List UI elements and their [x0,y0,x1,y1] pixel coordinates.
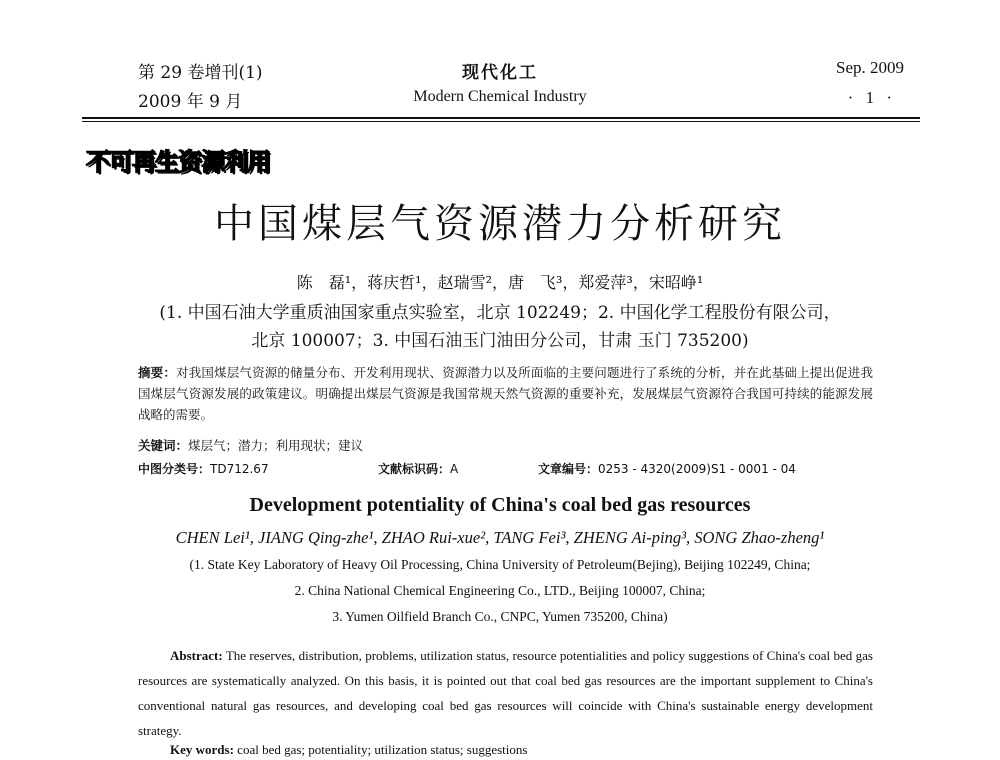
abstract-cn-label: 摘要： [138,365,177,380]
article-number [538,460,796,477]
keywords-en-label: Key words: [170,742,234,757]
affiliation-en-line-2: 2. China National Chemical Engineering Co., LTD., Beijing 100007, China; [294,583,706,598]
journal-name-cn: 现代化工 [462,63,538,83]
paper-title-cn: 中国煤层气资源潜力分析研究 [214,201,786,247]
keywords-cn [138,436,363,454]
abstract-cn-text: 对我国煤层气资源的储量分布、开发利用现状、资源潜力以及所面临的主要问题进行了系统的分析，并在此基础上提出促进我国煤层气资源发展的政策建议。明确提出煤层气资源是我国常规天然气资源的重要补充，发展煤层气资源符合我国可持续的能源发展战略的需要。 [138,365,873,422]
affiliation-cn-line-1: (1. 中国石油大学重质油国家重点实验室，北京 102249；2. 中国化学工程股份有限公司， [159,303,841,323]
page-number: · 1 · [847,88,896,107]
journal-date-cn: 2009 年 9 月 [138,92,243,112]
abstract-en-text: The reserves, distribution, problems, utilization status, resource potentialities and policy suggestions of China's coal bed gas resources are systematically analyzed. On this basis, it is pointed out that coal bed gas resources are the important supplement to China's conventional natural gas resources, and developing coal bed gas resources will coincide with China's sustainable energy development strategy. [138,648,873,738]
keywords-en-text: coal bed gas; potentiality; utilization status; suggestions [233,742,528,757]
affiliation-en-line-3: 3. Yumen Oilfield Branch Co., CNPC, Yumen 735200, China) [332,609,668,624]
document-code [378,460,458,477]
authors-cn: 陈 磊¹，蒋庆哲¹，赵瑞雪²，唐 飞³，郑爱萍³，宋昭峥¹ [296,273,704,292]
journal-issue: 第 29 卷增刊(1) [138,63,263,83]
keywords-en [170,742,527,758]
clc-number [138,460,269,477]
section-label: 不可再生资源利用 [86,148,270,176]
header-rule-thin [82,121,920,122]
abstract-en-label: Abstract: [170,648,223,663]
art-value: 0253 - 4320(2009)S1 - 0001 - 04 [598,462,796,476]
clc-value: TD712.67 [210,462,269,476]
journal-name-en: Modern Chemical Industry [413,88,587,105]
abstract-en [138,643,873,743]
doc-label: 文献标识码： [378,462,451,476]
affiliation-en-line-1: (1. State Key Laboratory of Heavy Oil Processing, China University of Petroleum(Bejing), Beijing 102249, China; [189,557,811,572]
header-rule-thick [82,117,920,119]
art-label: 文章编号： [538,462,599,476]
keywords-cn-text: 煤层气；潜力；利用现状；建议 [188,438,364,453]
affiliation-cn-line-2: 北京 100007；3. 中国石油玉门油田分公司，甘肃 玉门 735200) [251,331,749,351]
authors-en: CHEN Lei¹, JIANG Qing-zhe¹, ZHAO Rui-xue², TANG Fei³, ZHENG Ai-ping³, SONG Zhao-zheng¹ [175,528,825,547]
journal-date-en: Sep. 2009 [836,58,904,77]
doc-value: A [450,462,459,476]
abstract-cn [138,362,873,425]
clc-label: 中图分类号： [138,462,211,476]
paper-title-en: Development potentiality of China's coal bed gas resources [249,494,751,516]
keywords-cn-label: 关键词： [138,438,189,453]
